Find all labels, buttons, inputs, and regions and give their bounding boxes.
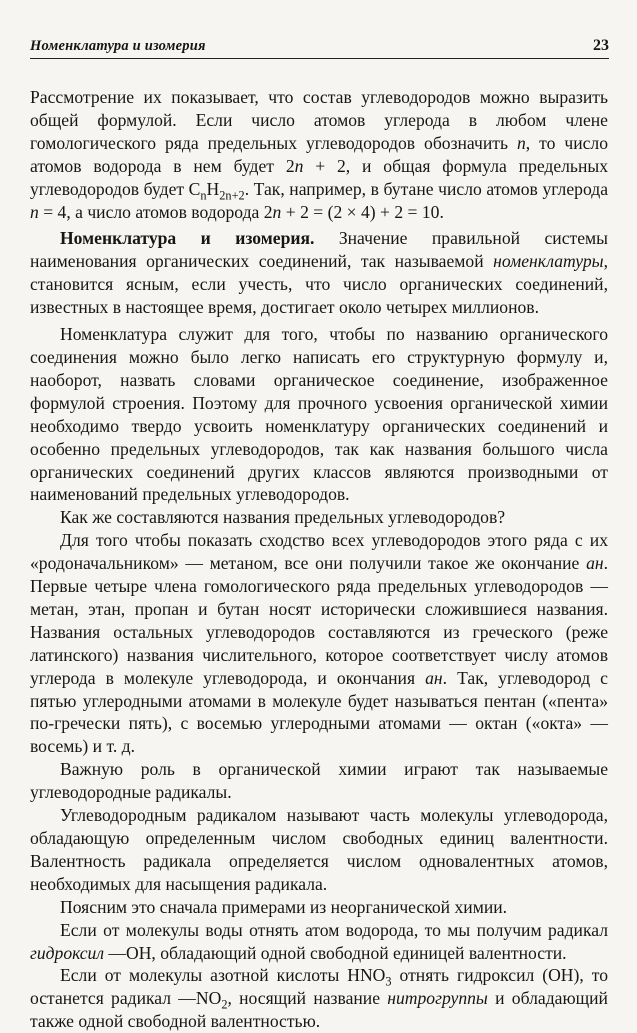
- subscript: 2n+2: [219, 188, 245, 203]
- term-italic: гидроксил: [30, 942, 104, 963]
- text-run: . Первые четыре члена гомологического ряда предельных углеводородов — метан, этан, пропан и бутан носят исторически сложившиеся названия. Названия остальных углеводородов составляются из греческого (реже латинского) названия числительного, которое соответствует числу атомов углерода в молекуле углеводорода, и окончания: [30, 553, 608, 688]
- text-run: , то число атомов водорода в нем будет 2: [30, 132, 609, 176]
- text-run: Если от молекулы азотной кислоты HNO: [60, 965, 386, 986]
- paragraph-1: [30, 86, 608, 223]
- text-run: Рассмотрение их показывает, что состав углеводородов можно выразить общей формулой. Если число атомов углерода в любом члене гомологического ряда предельных углеводородов обозначить: [30, 87, 608, 153]
- text-run: + 2 = (2 × 4) + 2 = 10.: [281, 201, 444, 222]
- paragraph-5: [30, 529, 608, 758]
- subscript: 2: [221, 997, 228, 1012]
- running-title: Номенклатура и изомерия: [30, 38, 206, 54]
- text-run: и обладающий также одной свободной валентностью.: [30, 988, 608, 1032]
- text-run: , становится ясным, если учесть, что число органических соединений, известных в настоящее время, достигает около четырех миллионов.: [30, 251, 608, 318]
- subscript: 3: [385, 974, 392, 989]
- paragraph-9: [30, 919, 608, 965]
- suffix-italic: ан: [425, 667, 443, 688]
- text-run: , носящий название: [227, 988, 388, 1009]
- text-run: Для того чтобы показать сходство всех углеводородов этого ряда с их «родоначальником» — метаном, все они получили такое же окончание: [30, 530, 608, 574]
- text-run: Значение правильной системы наименования органических соединений, так называемой: [30, 228, 608, 272]
- term-italic: номенклатуры: [493, 251, 604, 272]
- text-run: отнять гидроксил (OH), то останется радикал —NO: [30, 965, 608, 1009]
- page-number: 23: [593, 37, 609, 54]
- variable-n: n: [30, 201, 39, 222]
- section-heading: Номенклатура и изомерия.: [60, 228, 315, 249]
- body-text: [30, 86, 608, 1033]
- paragraph-8: Поясним это сначала примерами из неорганической химии.: [60, 896, 508, 917]
- text-run: + 2, и общая формула предельных углеводородов будет C: [30, 155, 608, 199]
- term-italic: нитрогруппы: [387, 988, 488, 1009]
- variable-n: n: [294, 155, 304, 176]
- paragraph-6: Важную роль в органической химии играют так называемые углеводородные радикалы.: [30, 759, 608, 803]
- paragraph-2: [30, 227, 608, 319]
- suffix-italic: ан: [586, 553, 604, 574]
- text-run: . Так, например, в бутане число атомов углерода: [244, 178, 608, 199]
- variable-n: n: [272, 201, 282, 222]
- subscript: n: [200, 188, 207, 203]
- text-run: . Так, углеводород с пятью углеродными атомами в молекуле будет называться пентан («пента» по-гречески пять), с восемью углеродными атомами — октан («окта» — восемь) и т. д.: [30, 667, 608, 757]
- text-run: Если от молекулы воды отнять атом водорода, то мы получим радикал: [60, 919, 608, 940]
- text-run: —OH, обладающий одной свободной единицей валентности.: [104, 942, 567, 963]
- paragraph-7: Углеводородным радикалом называют часть молекулы углеводорода, обладающую определенным числом свободных единиц валентности. Валентность радикала определяется числом одновалентных атомов, необходимых для насыщения радикала.: [30, 805, 608, 894]
- text-run: = 4, а число атомов водорода 2: [38, 201, 273, 222]
- text-run: H: [206, 178, 220, 199]
- variable-n: n: [516, 132, 526, 153]
- paragraph-4: Как же составляются названия предельных углеводородов?: [60, 507, 506, 528]
- page-header: [30, 30, 609, 59]
- paragraph-10: [30, 964, 608, 1033]
- paragraph-3: Номенклатура служит для того, чтобы по названию органического соединения можно было легко написать его структурную формулу и, наоборот, назвать словами органическое соединение, изображенное формулой строения. Поэтому для прочного усвоения органической химии необходимо твердо усвоить номенклатуру органических соединений и особенно предельных углеводородов, так как названия большого числа органических соединений других классов являются производными от наименований предельных углеводородов.: [30, 324, 608, 505]
